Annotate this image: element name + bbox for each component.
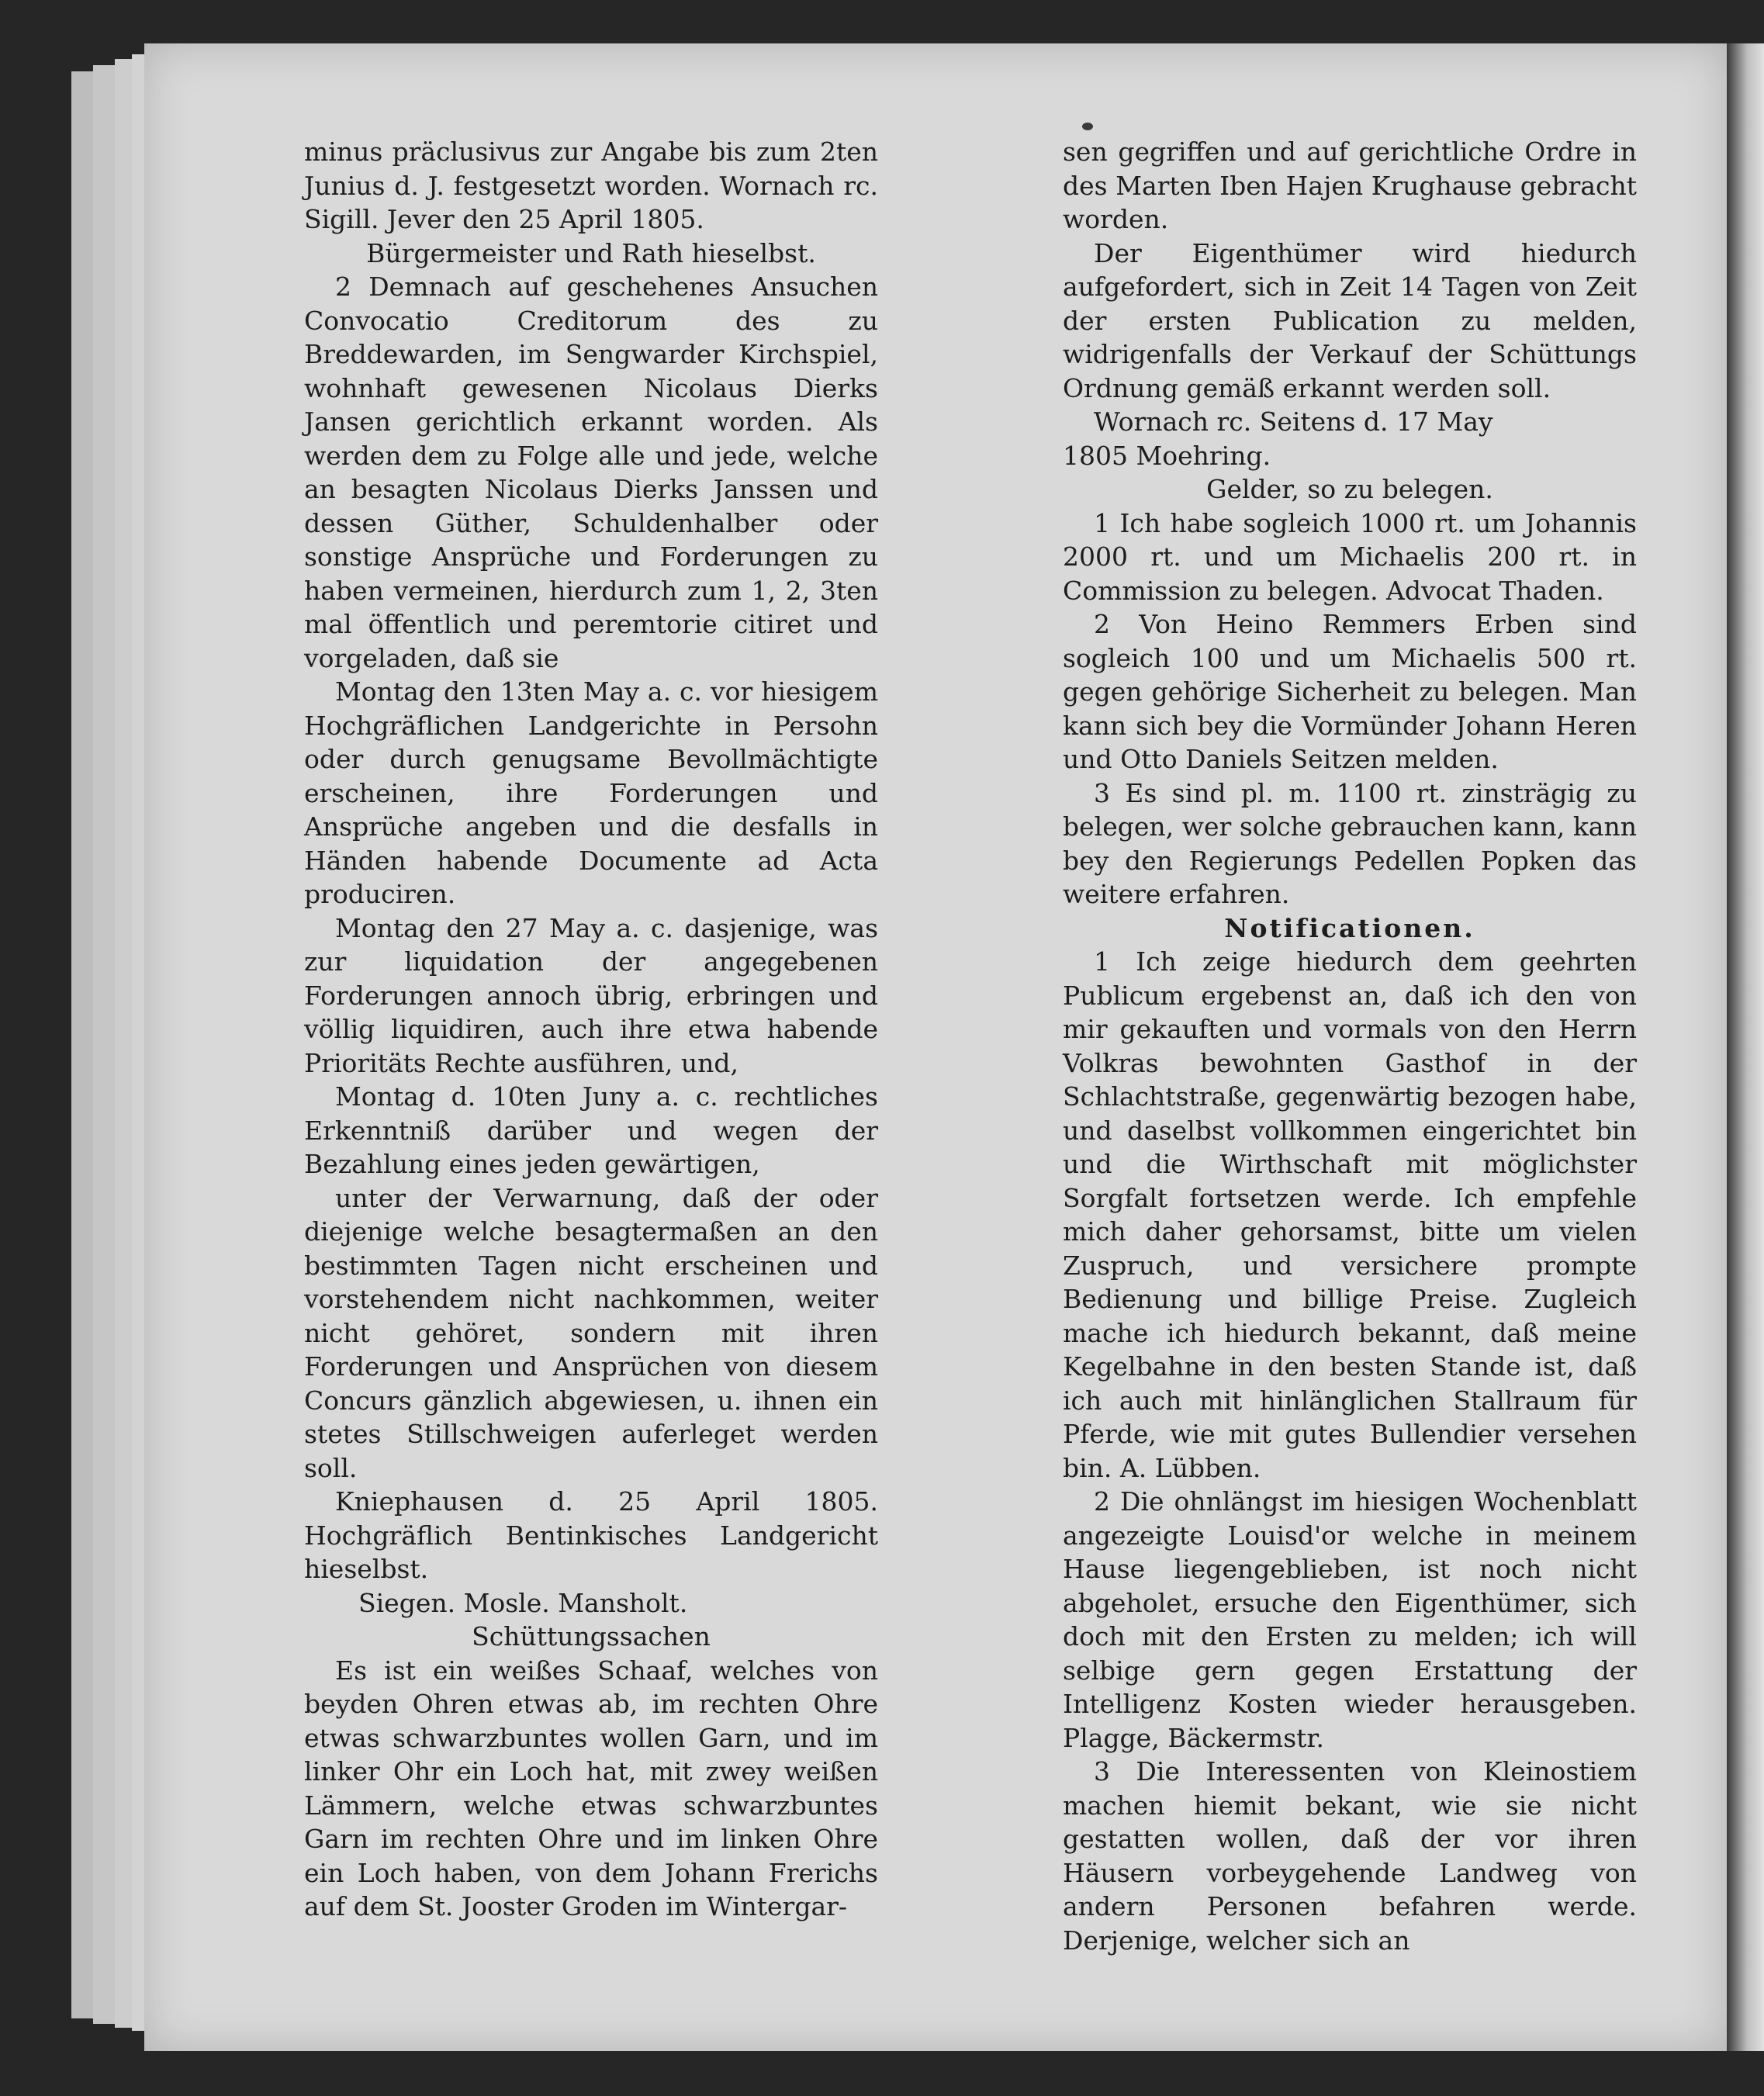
notice-text: Montag d. 10ten Juny a. c. rechtliches Erkenntniß darüber und wegen der Bezahlung eines jeden gewärtigen, bbox=[304, 1081, 878, 1179]
notice-text: Der Eigenthümer wird hiedurch aufgefordert, sich in Zeit 14 Tagen von Zeit der ersten Publication zu melden, widrigenfalls der Verkauf der Schüttungs Ordnung gemäß erkannt werden soll. bbox=[1063, 237, 1637, 403]
section-heading: Gelder, so zu belegen. bbox=[1206, 474, 1493, 504]
notice-text: 2 Die ohnlängst im hiesigen Wochenblatt angezeigte Louisd'or welche in meinem Hause liegengeblieben, ist noch nicht abgeholet, ersuche den Eigenthümer, sich doch mit den Ersten zu melden; ich will selbige gern gegen Erstattung der Intelligenz Kosten wieder herausgeben. Plagge, Bäckermstr. bbox=[1063, 1486, 1637, 1753]
notice-text: Montag den 27 May a. c. dasjenige, was zur liquidation der angegebenen Forderungen annoch übrig, erbringen und völlig liquidiren, auch ihre etwa habende Prioritäts Rechte ausführen, und, bbox=[304, 912, 878, 1078]
notice-text: 1 Ich zeige hiedurch dem geehrten Publicum ergebenst an, daß ich den von mir gekauften und vormals von den Herrn Volkras bewohnten Gasthof in der Schlachtstraße, gegenwärtig bezogen habe, und daselbst vollkommen eingerichtet bin und die Wirthschaft mit möglichster Sorgfalt fortsetzen werde. Ich empfehle mich daher gehorsamst, bitte um vielen Zuspruch, und versichere prompte Bedienung und billige Preise. Zugleich mache ich hiedurch bekannt, daß meine Kegelbahne in den besten Stande ist, daß ich auch mit hinlänglichen Stallraum für Pferde, wie mit gutes Bullendier versehen bin. A. Lübben. bbox=[1063, 946, 1637, 1483]
notice-text: minus präclusivus zur Angabe bis zum 2ten Junius d. J. festgesetzt worden. Wornach rc. Sigill. Jever den 25 April 1805. bbox=[304, 137, 878, 234]
notice-text: unter der Verwarnung, daß der oder diejenige welche besagtermaßen an den bestimmten Tagen nicht erscheinen und vorstehendem nicht nachkommen, weiter nicht gehöret, sondern mit ihren Forderungen und Ansprüchen von diesem Concurs gänzlich abgewiesen, u. ihnen ein stetes Stillschweigen auferleget werden soll. bbox=[304, 1182, 878, 1483]
notice-text: 2 Von Heino Remmers Erben sind sogleich 100 und um Michaelis 500 rt. gegen gehörige Sicherheit zu belegen. Man kann sich bey die Vormünder Johann Heren und Otto Daniels Seitzen melden. bbox=[1063, 609, 1637, 774]
book-gutter bbox=[1727, 43, 1764, 2051]
ink-mark bbox=[1082, 123, 1093, 130]
notice-text: 2 Demnach auf geschehenes Ansuchen Convocatio Creditorum des zu Breddewarden, im Sengwarder Kirchspiel, wohnhaft gewesenen Nicolaus Dierks Jansen gerichtlich erkannt worden. Als werden dem zu Folge alle und jede, welche an besagten Nicolaus Dierks Janssen und dessen Güther, Schuldenhalber oder sonstige Ansprüche und Forderungen zu haben vermeinen, hierdurch zum 1, 2, 3ten mal öffentlich und peremtorie citiret und vorgeladen, daß sie bbox=[304, 272, 878, 673]
left-column bbox=[304, 135, 878, 1924]
notice-signature: 1805 Moehring. bbox=[1063, 440, 1271, 471]
notice-text: Es ist ein weißes Schaaf, welches von beyden Ohren etwas ab, im rechten Ohre etwas schwarzbuntes wollen Garn, und im linker Ohr ein Loch hat, mit zwey weißen Lämmern, welche etwas schwarzbuntes Garn im rechten Ohre und im linken Ohre ein Loch haben, von dem Johann Frerichs auf dem St. Jooster Groden im Wintergar- bbox=[304, 1655, 878, 1921]
notice-text: 3 Es sind pl. m. 1100 rt. zinsträgig zu belegen, wer solche gebrauchen kann, kann bey den Regierungs Pedellen Popken das weitere erfahren. bbox=[1063, 777, 1637, 909]
notice-text: 3 Die Interessenten von Kleinostiem machen hiemit bekant, wie sie nicht gestatten wollen, daß der vor ihren Häusern vorbeygehende Landweg von andern Personen befahren werde. Derjenige, welcher sich an bbox=[1063, 1756, 1637, 1956]
notice-signature: Siegen. Mosle. Mansholt. bbox=[358, 1587, 688, 1618]
notice-date: Wornach rc. Seitens d. 17 May bbox=[1094, 406, 1493, 437]
notice-text: sen gegriffen und auf gerichtliche Ordre in des Marten Iben Hajen Krughause gebracht worden. bbox=[1063, 137, 1637, 234]
section-heading: Schüttungssachen bbox=[472, 1621, 711, 1652]
notice-text: Kniephausen d. 25 April 1805. Hochgräflich Bentinkisches Landgericht hieselbst. bbox=[304, 1486, 878, 1584]
notice-text: Montag den 13ten May a. c. vor hiesigem Hochgräflichen Landgerichte in Persohn oder durch genugsame Bevollmächtigte erscheinen, ihre Forderungen und Ansprüche angeben und die desfalls in Händen habende Documente ad Acta produciren. bbox=[304, 676, 878, 909]
notice-signature: Bürgermeister und Rath hieselbst. bbox=[366, 237, 816, 268]
notice-text: 1 Ich habe sogleich 1000 rt. um Johannis 2000 rt. und um Michaelis 200 rt. in Commission zu belegen. Advocat Thaden. bbox=[1063, 507, 1637, 606]
section-heading: Notificationen. bbox=[1224, 912, 1475, 943]
right-column bbox=[1063, 135, 1637, 1957]
